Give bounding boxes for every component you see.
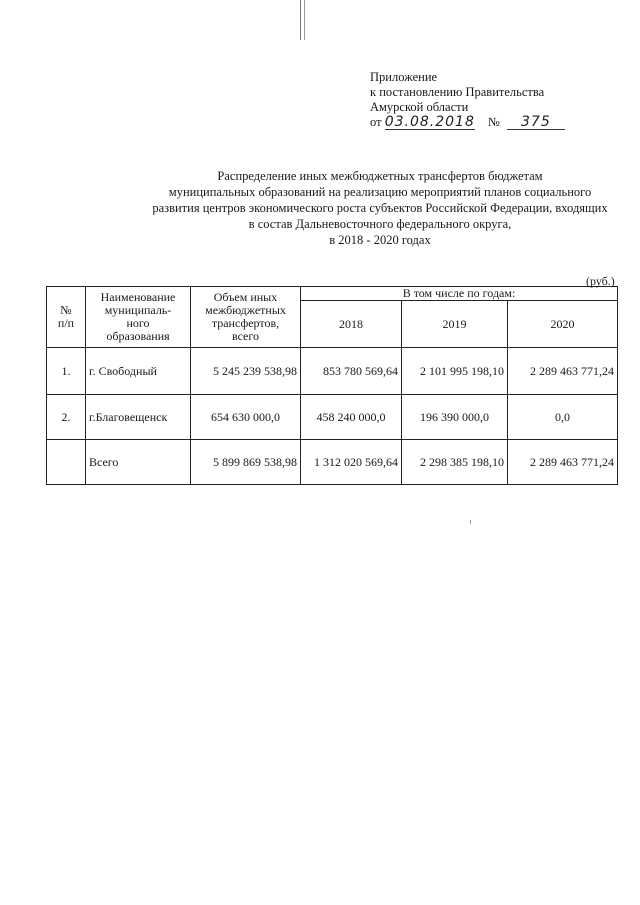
cell-name: г. Свободный (86, 348, 191, 395)
cell-total: 5 245 239 538,98 (191, 348, 301, 395)
cell-num: 2. (47, 395, 86, 440)
date-prefix: от (370, 115, 382, 129)
appendix-block (370, 70, 630, 130)
cell-2018: 458 240 000,0 (301, 395, 402, 440)
title-line-2: муниципальных образований на реализацию мероприятий планов социального (168, 185, 592, 199)
appendix-line-3: Амурской области (370, 100, 469, 114)
cell-2018: 1 312 020 569,64 (301, 440, 402, 485)
date-value: 03.08.2018 (384, 114, 475, 130)
cell-name: Всего (86, 440, 191, 485)
cell-2020: 2 289 463 771,24 (508, 440, 618, 485)
staple-mark (300, 0, 305, 40)
header-2018: 2018 (301, 301, 402, 348)
title-line-4: в состав Дальневосточного федерального округа, (248, 217, 512, 231)
cell-2020: 2 289 463 771,24 (508, 348, 618, 395)
transfers-table (46, 286, 618, 485)
title-line-1: Распределение иных межбюджетных трансфертов бюджетам (217, 169, 543, 183)
cell-total: 654 630 000,0 (191, 395, 301, 440)
cell-num (47, 440, 86, 485)
title-line-5: в 2018 - 2020 годах (329, 233, 431, 247)
header-name: Наименование муниципаль- ного образования (86, 287, 191, 348)
number-value: 375 (507, 115, 565, 130)
cell-2020: 0,0 (508, 395, 618, 440)
table-row-total (47, 440, 618, 485)
header-2020: 2020 (508, 301, 618, 348)
number-prefix: № (487, 115, 500, 129)
cell-2018: 853 780 569,64 (301, 348, 402, 395)
cell-2019: 2 101 995 198,10 (402, 348, 508, 395)
cell-total: 5 899 869 538,98 (191, 440, 301, 485)
appendix-date-row (370, 115, 630, 130)
appendix-line-1: Приложение (370, 70, 438, 84)
scan-speck (470, 520, 471, 524)
header-row-1 (47, 287, 618, 301)
header-volume: Объем иных межбюджетных трансфертов, всего (191, 287, 301, 348)
title-line-3: развития центров экономического роста субъектов Российской Федерации, входящих (152, 201, 608, 215)
header-num: № п/п (47, 287, 86, 348)
header-by-years: В том числе по годам: (301, 287, 618, 301)
unit-label: (руб.) (586, 274, 615, 288)
cell-num: 1. (47, 348, 86, 395)
cell-name: г.Благовещенск (86, 395, 191, 440)
appendix-line-2: к постановлению Правительства (370, 85, 545, 99)
cell-2019: 196 390 000,0 (402, 395, 508, 440)
cell-2019: 2 298 385 198,10 (402, 440, 508, 485)
table-row (47, 395, 618, 440)
table-row (47, 348, 618, 395)
header-2019: 2019 (402, 301, 508, 348)
document-title (150, 168, 610, 248)
